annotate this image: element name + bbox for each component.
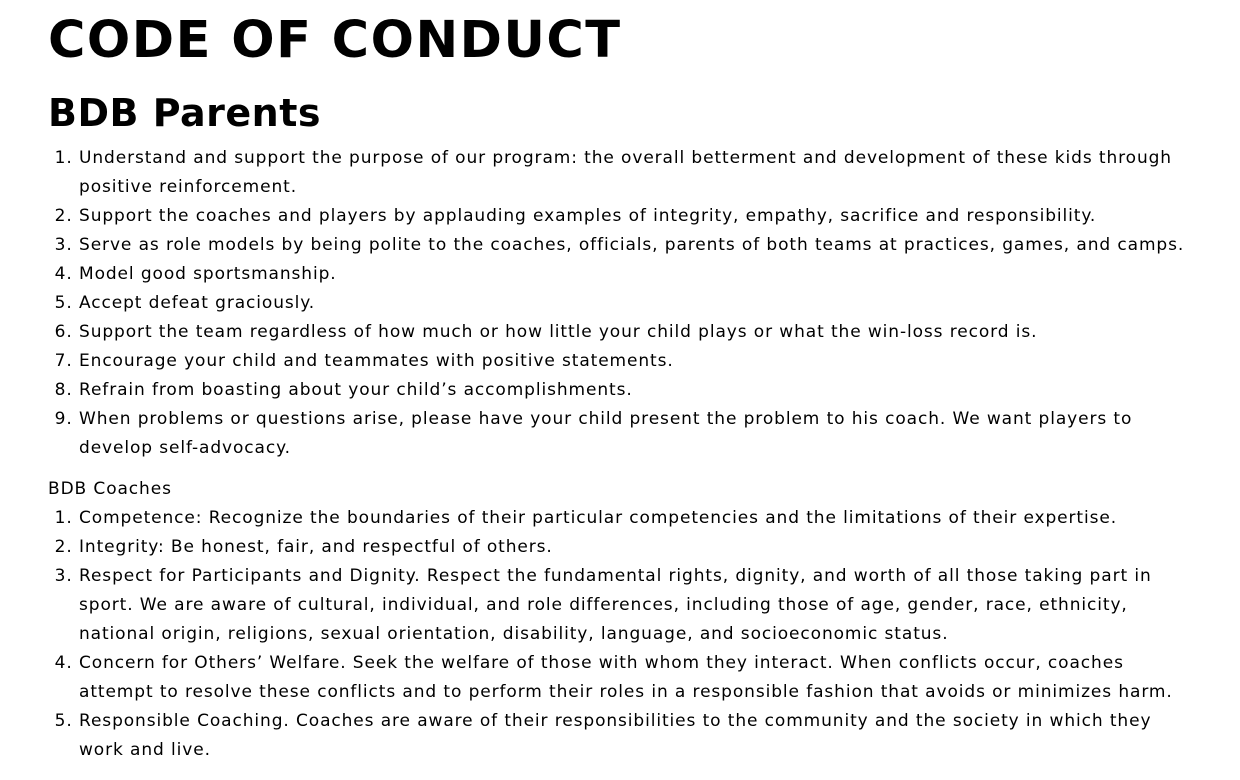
list-item: 5. Responsible Coaching. Coaches are aware of their responsibilities to the community and the society in which they work and live. bbox=[79, 707, 1192, 765]
list-item: 4. Model good sportsmanship. bbox=[79, 260, 1192, 289]
page-title: CODE OF CONDUCT bbox=[48, 11, 622, 70]
list-item: 5. Accept defeat graciously. bbox=[79, 289, 1192, 318]
parents-rules-list bbox=[48, 144, 1192, 463]
parents-section-heading: BDB Parents bbox=[48, 91, 322, 135]
coaches-section-heading: BDB Coaches bbox=[48, 479, 172, 499]
list-item: 3. Respect for Participants and Dignity. Respect the fundamental rights, dignity, and worth of all those taking part in sport. We are aware of cultural, individual, and role differences, including those of age, gender, race, ethnicity, national origin, religions, sexual orientation, disability, language, and socioeconomic status. bbox=[79, 562, 1192, 649]
list-item: 6. Support the team regardless of how much or how little your child plays or what the win-loss record is. bbox=[79, 318, 1192, 347]
list-item: 8. Refrain from boasting about your child’s accomplishments. bbox=[79, 376, 1192, 405]
list-item: 7. Encourage your child and teammates with positive statements. bbox=[79, 347, 1192, 376]
list-item: 2. Integrity: Be honest, fair, and respectful of others. bbox=[79, 533, 1192, 562]
list-item: 2. Support the coaches and players by applauding examples of integrity, empathy, sacrifice and responsibility. bbox=[79, 202, 1192, 231]
list-item: 9. When problems or questions arise, please have your child present the problem to his coach. We want players to develop self-advocacy. bbox=[79, 405, 1192, 463]
list-item: 1. Understand and support the purpose of our program: the overall betterment and development of these kids through positive reinforcement. bbox=[79, 144, 1192, 202]
list-item: 1. Competence: Recognize the boundaries of their particular competencies and the limitations of their expertise. bbox=[79, 504, 1192, 533]
list-item: 4. Concern for Others’ Welfare. Seek the welfare of those with whom they interact. When conflicts occur, coaches attempt to resolve these conflicts and to perform their roles in a responsible fashion that avoids or minimizes harm. bbox=[79, 649, 1192, 707]
coaches-rules-list bbox=[48, 504, 1192, 765]
list-item: 3. Serve as role models by being polite to the coaches, officials, parents of both teams at practices, games, and camps. bbox=[79, 231, 1192, 260]
